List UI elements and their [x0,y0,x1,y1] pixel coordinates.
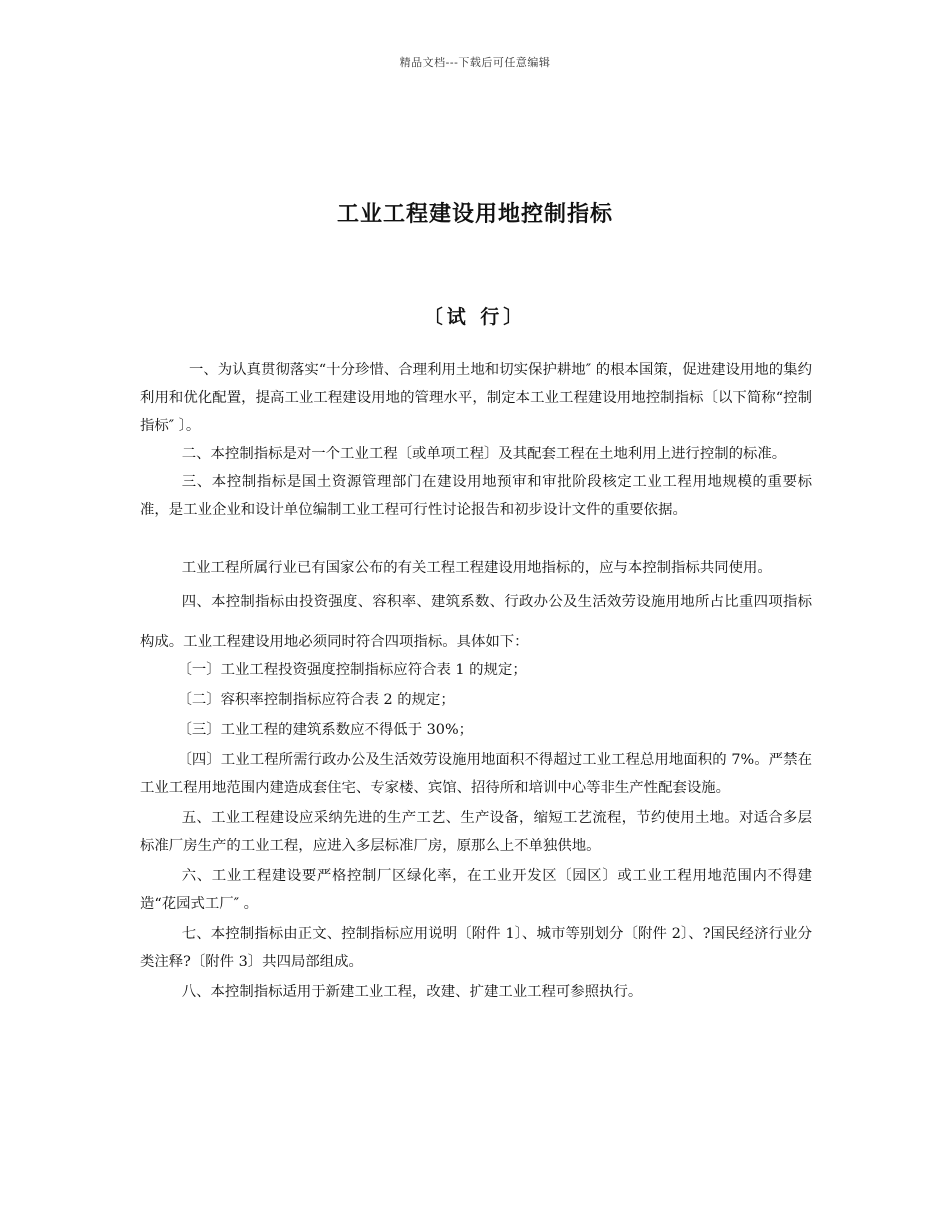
paragraph-2: 二、本控制指标是对一个工业工程〔或单项工程〕及其配套工程在土地利用上进行控制的标准。 [181,446,787,462]
paragraph-7: 六、工业工程建设要严格控制厂区绿化率，在工业开发区〔园区〕或工业工程用地范围内不得建造“花园式工厂″ 。 [140,868,812,912]
paragraph-6: 五、工业工程建设应采纳先进的生产工艺、生产设备，缩短工艺流程，节约使用土地。对适合多层标准厂房生产的工业工程，应进入多层标准厂房，原那么上不单独供地。 [140,810,812,854]
list-item-1: 〔一〕工业工程投资强度控制指标应符合表 1 的规定； [177,662,527,678]
paragraph-8: 七、本控制指标由正文、控制指标应用说明〔附件 1〕、城市等别划分〔附件 2〕、?国民经济行业分类注释?〔附件 3〕共四局部组成。 [140,926,812,970]
paragraph-4: 工业工程所属行业已有国家公布的有关工程工程建设用地指标的，应与本控制指标共同使用。 [181,560,772,576]
document-body [140,356,812,1006]
document-subtitle: 〔试 行〕 [423,306,527,328]
list-item-3: 〔三〕工业工程的建筑系数应不得低于 30%； [177,722,474,738]
header-note: 精品文档---下载后可任意编辑 [399,56,551,69]
document-title: 工业工程建设用地控制指标 [336,202,613,227]
paragraph-5: 四、本控制指标由投资强度、容积率、建筑系数、行政办公及生活效劳设施用地所占比重四项指标构成。工业工程建设用地必须同时符合四项指标。具体如下： [140,594,812,650]
list-item-4: 〔四〕工业工程所需行政办公及生活效劳设施用地面积不得超过工业工程总用地面积的 7%。严禁在工业工程用地范围内建造成套住宅、专家楼、宾馆、招待所和培训中心等非生产性配套设施。 [140,752,812,796]
paragraph-3: 三、本控制指标是国土资源管理部门在建设用地预审和审批阶段核定工业工程用地规模的重要标准，是工业企业和设计单位编制工业工程可行性讨论报告和初步设计文件的重要依据。 [140,474,812,518]
list-item-2: 〔二〕容积率控制指标应符合表 2 的规定； [177,692,455,708]
paragraph-9: 八、本控制指标适用于新建工业工程，改建、扩建工业工程可参照执行。 [181,984,643,1000]
paragraph-1: 一、为认真贯彻落实“十分珍惜、合理利用土地和切实保护耕地″ 的根本国策，促进建设用地的集约利用和优化配置，提高工业工程建设用地的管理水平，制定本工业工程建设用地控制指标〔以下简称“控制指标″ 〕。 [140,362,812,434]
